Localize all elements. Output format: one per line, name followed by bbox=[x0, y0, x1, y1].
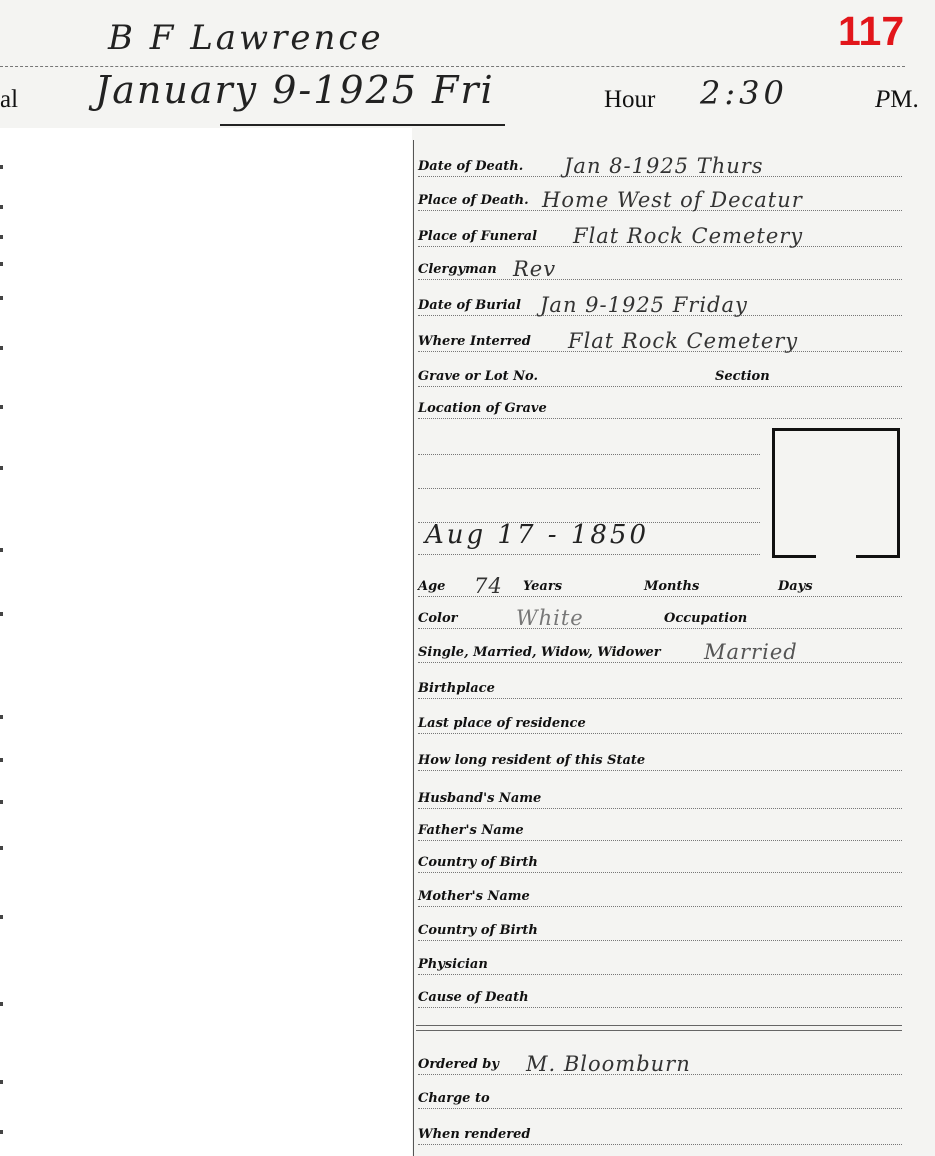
age-label: Age bbox=[418, 579, 446, 594]
row-last-residence bbox=[418, 711, 902, 734]
blank-line-2 bbox=[418, 466, 760, 489]
hour-label: Hour bbox=[604, 86, 656, 113]
when-rendered-label: When rendered bbox=[418, 1127, 531, 1142]
m-label: M. bbox=[890, 86, 919, 113]
blank-left-panel bbox=[0, 128, 412, 1156]
blank-line-1 bbox=[418, 432, 760, 455]
years-label: Years bbox=[523, 579, 563, 594]
row-place-of-death bbox=[418, 188, 902, 211]
place-of-death-label: Place of Death. bbox=[418, 193, 529, 208]
occupation-label: Occupation bbox=[664, 611, 748, 626]
last-residence-label: Last place of residence bbox=[418, 716, 586, 731]
funeral-label-fragment: al bbox=[0, 86, 19, 113]
section-label: Section bbox=[715, 369, 770, 384]
physician-label: Physician bbox=[418, 957, 488, 972]
row-age bbox=[418, 574, 902, 597]
deceased-name-handwritten: B F Lawrence bbox=[108, 18, 384, 58]
location-of-grave-label: Location of Grave bbox=[418, 401, 547, 416]
row-physician bbox=[418, 952, 902, 975]
row-location-of-grave bbox=[418, 396, 902, 419]
row-country-of-birth-mother bbox=[418, 918, 902, 941]
days-label: Days bbox=[778, 579, 813, 594]
row-birthplace bbox=[418, 676, 902, 699]
row-where-interred bbox=[418, 329, 902, 352]
row-date-of-death bbox=[418, 154, 902, 177]
row-fathers-name bbox=[418, 818, 902, 841]
ordered-by-value: M. Bloomburn bbox=[526, 1052, 691, 1076]
header-rule bbox=[0, 66, 905, 67]
cause-of-death-label: Cause of Death bbox=[418, 990, 529, 1005]
row-mothers-name bbox=[418, 884, 902, 907]
country-of-birth-label: Country of Birth bbox=[418, 855, 538, 870]
row-color bbox=[418, 606, 902, 629]
form-column-rule bbox=[413, 140, 414, 1156]
date-of-death-label: Date of Death. bbox=[418, 159, 524, 174]
months-label: Months bbox=[644, 579, 700, 594]
marital-status-value: Married bbox=[704, 640, 798, 664]
funeral-date-handwritten: January 9-1925 Fri bbox=[95, 68, 495, 112]
p-handwritten: P bbox=[875, 86, 891, 113]
header-underline bbox=[220, 124, 505, 126]
marital-status-label: Single, Married, Widow, Widower bbox=[418, 645, 661, 660]
pm-label bbox=[875, 86, 919, 114]
husbands-name-label: Husband's Name bbox=[418, 791, 542, 806]
page-number: 117 bbox=[838, 8, 905, 54]
row-country-of-birth-father bbox=[418, 850, 902, 873]
where-interred-value: Flat Rock Cemetery bbox=[568, 329, 799, 353]
color-value: White bbox=[516, 606, 584, 630]
fathers-name-label: Father's Name bbox=[418, 823, 524, 838]
country-of-birth-label: Country of Birth bbox=[418, 923, 538, 938]
double-rule-top bbox=[416, 1025, 902, 1026]
row-date-of-burial bbox=[418, 293, 902, 316]
color-label: Color bbox=[418, 611, 458, 626]
row-ordered-by bbox=[418, 1052, 902, 1075]
age-value: 74 bbox=[474, 574, 503, 598]
double-rule-bottom bbox=[416, 1030, 902, 1031]
place-of-funeral-value: Flat Rock Cemetery bbox=[573, 224, 804, 248]
row-cause-of-death bbox=[418, 985, 902, 1008]
row-husbands-name bbox=[418, 786, 902, 809]
where-interred-label: Where Interred bbox=[418, 334, 531, 349]
date-of-burial-label: Date of Burial bbox=[418, 298, 521, 313]
row-place-of-funeral bbox=[418, 224, 902, 247]
grave-or-lot-label: Grave or Lot No. bbox=[418, 369, 538, 384]
how-long-resident-label: How long resident of this State bbox=[418, 753, 646, 768]
place-of-funeral-label: Place of Funeral bbox=[418, 229, 538, 244]
clergyman-label: Clergyman bbox=[418, 262, 497, 277]
row-when-rendered bbox=[418, 1122, 902, 1145]
mothers-name-label: Mother's Name bbox=[418, 889, 530, 904]
date-of-burial-value: Jan 9-1925 Friday bbox=[540, 293, 748, 317]
clergyman-value: Rev bbox=[513, 257, 557, 281]
row-marital-status bbox=[418, 640, 902, 663]
ordered-by-label: Ordered by bbox=[418, 1057, 499, 1072]
row-charge-to bbox=[418, 1086, 902, 1109]
row-how-long-resident bbox=[418, 748, 902, 771]
hour-handwritten: 2:30 bbox=[700, 74, 788, 112]
place-of-death-value: Home West of Decatur bbox=[542, 188, 803, 212]
birthplace-label: Birthplace bbox=[418, 681, 495, 696]
date-of-death-value: Jan 8-1925 Thurs bbox=[564, 154, 764, 178]
row-grave-or-lot bbox=[418, 364, 902, 387]
charge-to-label: Charge to bbox=[418, 1091, 490, 1106]
birth-date-handwritten: Aug 17 - 1850 bbox=[425, 520, 649, 550]
row-clergyman bbox=[418, 257, 902, 280]
photo-frame bbox=[772, 428, 900, 558]
